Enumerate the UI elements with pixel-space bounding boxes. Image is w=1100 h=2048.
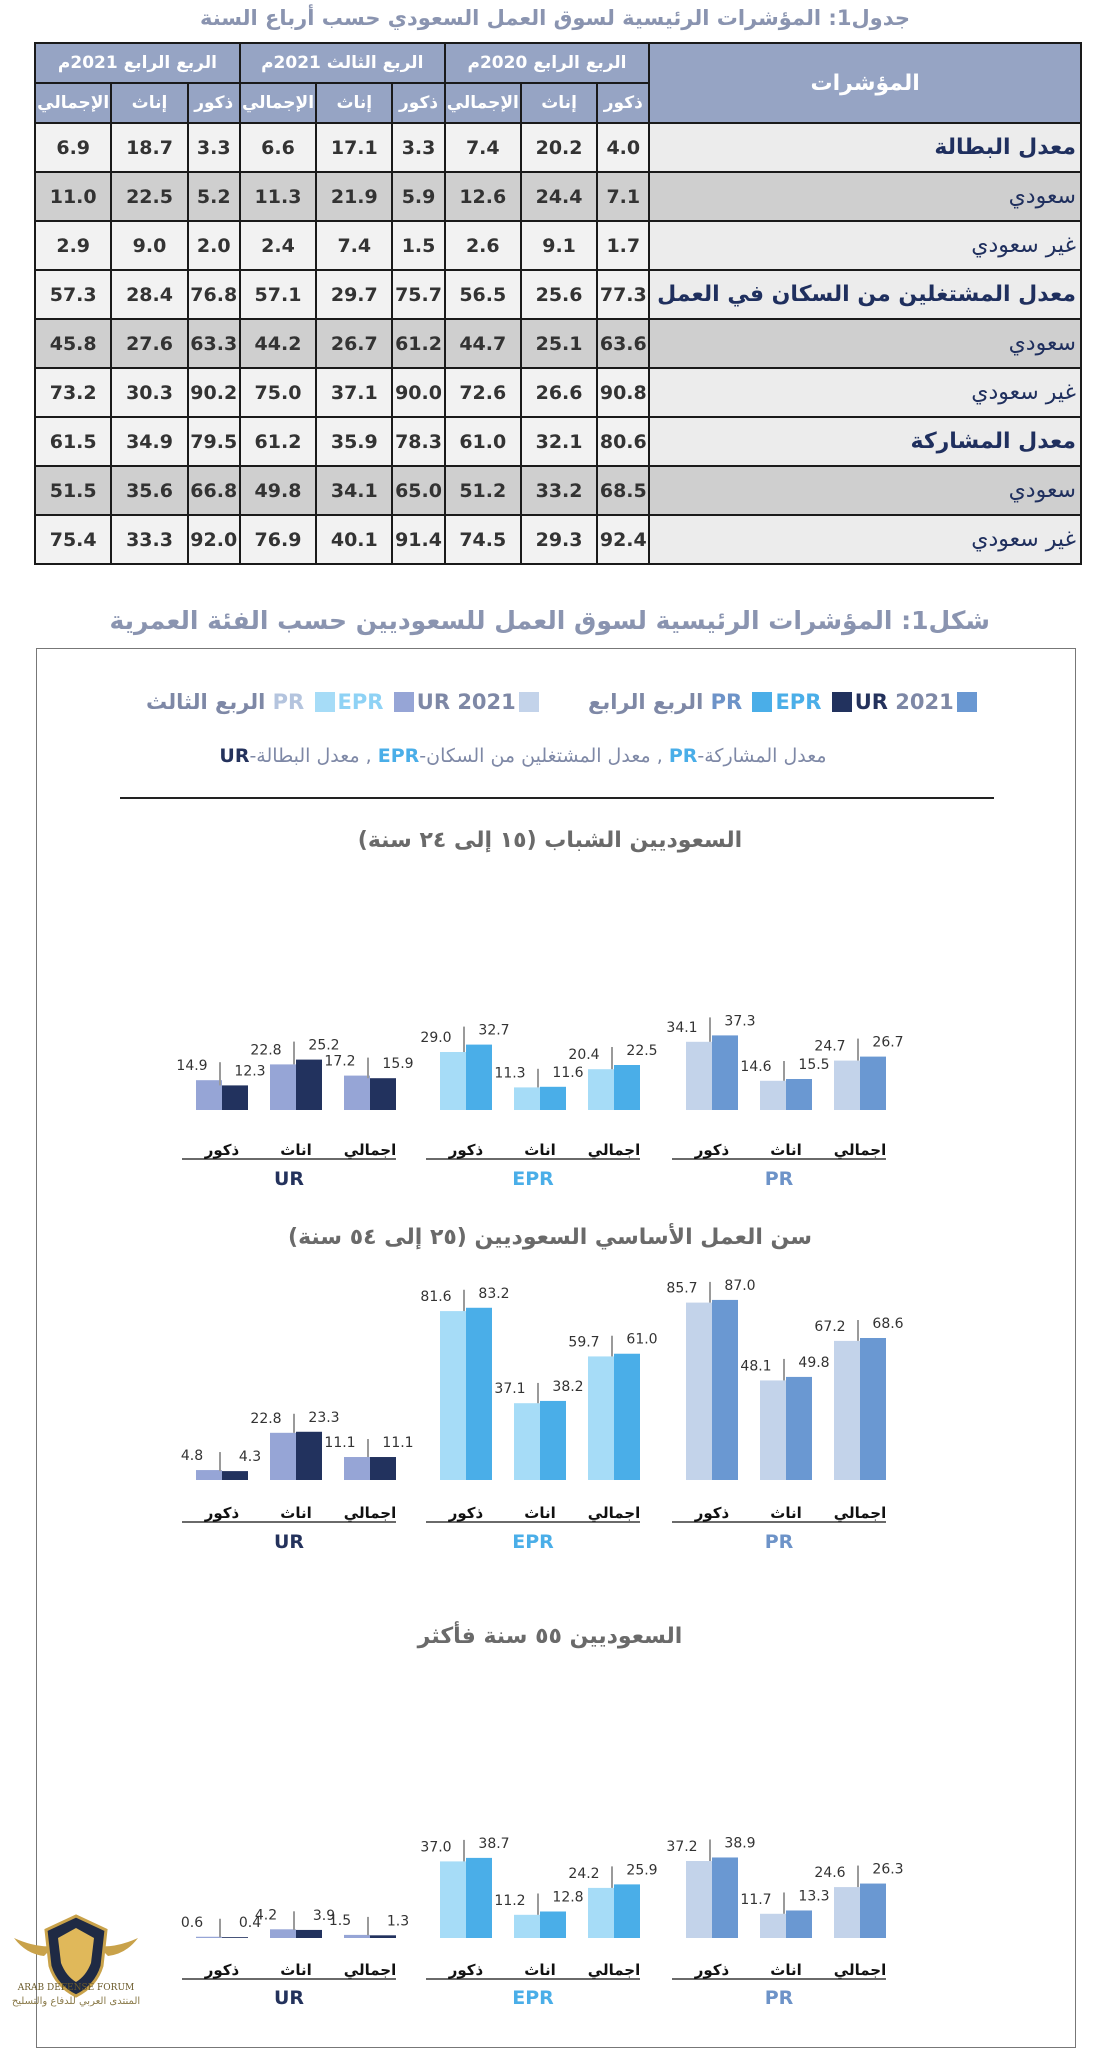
value-label-q4: 4.3	[238, 1449, 262, 1466]
value-label-q4: 26.3	[872, 1861, 904, 1878]
value-label-q4: 13.3	[798, 1888, 830, 1905]
table-cell: 92.4	[597, 515, 649, 564]
value-label-q3: 22.8	[250, 1042, 282, 1059]
value-label-q3: 85.7	[666, 1280, 698, 1297]
table-cell: 3.3	[188, 123, 240, 172]
table-cell: 61.5	[35, 417, 111, 466]
table-cell: 35.9	[316, 417, 392, 466]
table-cell: 78.3	[392, 417, 444, 466]
bar-q4	[222, 1471, 248, 1480]
value-label-q3: 11.3	[494, 1065, 526, 1082]
table-cell: 40.1	[316, 515, 392, 564]
bar-q3	[344, 1076, 370, 1110]
subcol-header: الإجمالي	[35, 83, 111, 123]
bar-q4	[712, 1857, 738, 1938]
value-label-q3: 24.2	[568, 1865, 600, 1882]
row-label: غير سعودي	[649, 221, 1081, 270]
table-cell: 2.0	[188, 221, 240, 270]
value-label-q3: 59.7	[568, 1334, 600, 1351]
value-label-q4: 1.3	[386, 1913, 410, 1930]
value-label-q3: 37.2	[666, 1838, 698, 1855]
bar-q4	[786, 1377, 812, 1480]
group-label-epr: EPR	[512, 1531, 554, 1553]
table-cell: 18.7	[111, 123, 187, 172]
table-cell: 7.4	[316, 221, 392, 270]
table-cell: 2.4	[240, 221, 316, 270]
bar-q3	[760, 1380, 786, 1480]
bar-q4	[222, 1085, 248, 1110]
bar-q4	[296, 1432, 322, 1480]
table-cell: 63.3	[188, 319, 240, 368]
table-cell: 51.5	[35, 466, 111, 515]
category-label: اجمالي	[343, 1141, 397, 1159]
abbr-pr: PR	[668, 745, 698, 767]
table-cell: 68.5	[597, 466, 649, 515]
period-header: الربع الرابع 2021م	[35, 43, 240, 83]
value-label-q4: 12.3	[234, 1063, 266, 1080]
table-cell: 1.7	[597, 221, 649, 270]
table-cell: 90.2	[188, 368, 240, 417]
bar-q3	[270, 1433, 296, 1480]
value-label-q4: 25.2	[308, 1037, 340, 1054]
bar-q3	[344, 1457, 370, 1480]
bar-q4	[860, 1884, 886, 1938]
legend-label-epr: EPR	[337, 690, 384, 714]
category-label: اجمالي	[833, 1504, 887, 1522]
panel-title-core: سن العمل الأساسي السعوديين (٢٥ إلى ٥٤ سنة)	[288, 1225, 812, 1250]
period-header: الربع الرابع 2020م	[445, 43, 650, 83]
row-label: سعودي	[649, 466, 1081, 515]
table-cell: 9.0	[111, 221, 187, 270]
category-label: اجمالي	[587, 1504, 641, 1522]
bar-q4	[614, 1354, 640, 1480]
table-cell: 51.2	[445, 466, 521, 515]
category-label: ذكور	[448, 1141, 484, 1159]
table-cell: 56.5	[445, 270, 521, 319]
bar-q4	[370, 1935, 396, 1938]
table-cell: 33.2	[521, 466, 597, 515]
value-label-q3: 81.6	[420, 1289, 452, 1306]
bar-q4	[466, 1858, 492, 1938]
value-label-q3: 37.0	[420, 1839, 452, 1856]
table-cell: 21.9	[316, 172, 392, 221]
bar-q4	[222, 1937, 248, 1938]
legend-label-pr: PR	[710, 690, 743, 714]
value-label-q4: 22.5	[626, 1043, 658, 1059]
bar-q3	[270, 1929, 296, 1938]
table-cell: 28.4	[111, 270, 187, 319]
table-cell: 33.3	[111, 515, 187, 564]
table-cell: 17.1	[316, 123, 392, 172]
abbr-epr: EPR	[377, 745, 420, 767]
row-label: معدل البطالة	[649, 123, 1081, 172]
bar-q3	[514, 1915, 540, 1938]
table-cell: 44.7	[445, 319, 521, 368]
bar-q4	[786, 1079, 812, 1110]
value-label-q3: 14.6	[740, 1058, 772, 1075]
table-cell: 76.8	[188, 270, 240, 319]
value-label-q4: 38.9	[724, 1835, 756, 1852]
value-label-q4: 11.1	[382, 1435, 414, 1452]
value-label-q3: 1.5	[328, 1912, 352, 1929]
table-cell: 79.5	[188, 417, 240, 466]
group-label-ur: UR	[273, 1531, 305, 1553]
bar-q4	[712, 1035, 738, 1110]
abbr-epr-text: معدل المشتغلين من السكان-	[419, 745, 651, 767]
table-cell: 76.9	[240, 515, 316, 564]
legend-text-q4: 2021 الربع الرابع	[588, 690, 954, 714]
table-cell: 22.5	[111, 172, 187, 221]
bar-q4	[540, 1087, 566, 1110]
value-label-q4: 38.2	[552, 1378, 584, 1395]
bar-q3	[514, 1403, 540, 1480]
subcol-header: ذكور	[392, 83, 444, 123]
table-cell: 61.2	[240, 417, 316, 466]
category-label: ذكور	[694, 1141, 730, 1159]
bar-q3	[196, 1470, 222, 1480]
logo-text-ar: المنتدى العربي للدفاع والتسليح	[11, 1996, 141, 2007]
table-cell: 74.5	[445, 515, 521, 564]
category-label: اناث	[524, 1141, 556, 1159]
value-label-q3: 11.7	[740, 1891, 772, 1908]
value-label-q4: 38.7	[478, 1835, 510, 1852]
category-label: اناث	[280, 1961, 312, 1979]
value-label-q3: 11.2	[494, 1892, 526, 1909]
value-label-q4: 15.9	[382, 1056, 414, 1073]
row-label: غير سعودي	[649, 515, 1081, 564]
row-label: سعودي	[649, 172, 1081, 221]
table-cell: 20.2	[521, 123, 597, 172]
category-label: ذكور	[448, 1504, 484, 1522]
group-label-ur: UR	[273, 1987, 305, 2009]
table-cell: 91.4	[392, 515, 444, 564]
category-label: ذكور	[448, 1961, 484, 1979]
category-label: اجمالي	[587, 1141, 641, 1159]
bar-q3	[686, 1303, 712, 1480]
value-label-q4: 15.5	[798, 1057, 830, 1073]
value-label-q4: 49.8	[798, 1354, 830, 1371]
table-cell: 44.2	[240, 319, 316, 368]
table-cell: 11.3	[240, 172, 316, 221]
category-label: ذكور	[204, 1141, 240, 1159]
category-label: ذكور	[694, 1504, 730, 1522]
panel-title-youth: السعوديين الشباب (١٥ إلى ٢٤ سنة)	[357, 828, 743, 853]
table-cell: 6.9	[35, 123, 111, 172]
category-label: اجمالي	[833, 1961, 887, 1979]
category-label: اناث	[524, 1961, 556, 1979]
bar-q4	[466, 1308, 492, 1480]
table-cell: 25.6	[521, 270, 597, 319]
category-label: اناث	[280, 1141, 312, 1159]
legend-label-pr: PR	[272, 690, 305, 714]
table-cell: 26.7	[316, 319, 392, 368]
value-label-q3: 22.8	[250, 1410, 282, 1427]
value-label-q4: 61.0	[626, 1331, 658, 1348]
category-label: اناث	[524, 1504, 556, 1522]
bar-q4	[540, 1912, 566, 1938]
table-cell: 75.4	[35, 515, 111, 564]
subcol-header: الإجمالي	[240, 83, 316, 123]
period-header: الربع الثالث 2021م	[240, 43, 445, 83]
legend-text-q3: 2021 الربع الثالث	[146, 690, 516, 714]
bar-q4	[860, 1338, 886, 1480]
table-cell: 32.1	[521, 417, 597, 466]
table-cell: 61.2	[392, 319, 444, 368]
value-label-q4: 37.3	[724, 1013, 756, 1030]
table-cell: 80.6	[597, 417, 649, 466]
bar-q4	[296, 1060, 322, 1110]
bar-q3	[196, 1937, 222, 1938]
value-label-q4: 0.4	[238, 1915, 262, 1932]
value-label-q4: 11.6	[552, 1064, 584, 1081]
row-label: سعودي	[649, 319, 1081, 368]
legend-label-ur: UR	[854, 690, 888, 714]
table-cell: 45.8	[35, 319, 111, 368]
bar-q3	[760, 1081, 786, 1110]
bar-q3	[588, 1356, 614, 1480]
subcol-header: إناث	[111, 83, 187, 123]
value-label-q3: 24.6	[814, 1865, 846, 1882]
value-label-q3: 17.2	[324, 1053, 356, 1070]
table-cell: 73.2	[35, 368, 111, 417]
table-cell: 3.3	[392, 123, 444, 172]
abbreviations-line: معدل المشاركة-PR , معدل المشتغلين من السكان-EPR , معدل البطالة-UR	[219, 745, 827, 767]
abbr-pr-text: معدل المشاركة-	[697, 745, 827, 767]
table-cell: 49.8	[240, 466, 316, 515]
value-label-q4: 23.3	[308, 1409, 340, 1426]
bar-q3	[834, 1887, 860, 1938]
table-cell: 75.7	[392, 270, 444, 319]
table-cell: 6.6	[240, 123, 316, 172]
category-label: اجمالي	[343, 1961, 397, 1979]
category-label: اناث	[770, 1504, 802, 1522]
value-label-q3: 29.0	[420, 1030, 452, 1046]
row-label: معدل المشتغلين من السكان في العمل	[649, 270, 1081, 319]
table-cell: 27.6	[111, 319, 187, 368]
value-label-q4: 26.7	[872, 1034, 904, 1051]
table-cell: 63.6	[597, 319, 649, 368]
bar-q3	[270, 1064, 296, 1110]
legend-label-ur: UR	[416, 690, 450, 714]
value-label-q3: 37.1	[494, 1381, 526, 1398]
bar-q3	[196, 1080, 222, 1110]
bar-q3	[834, 1061, 860, 1110]
table-cell: 57.3	[35, 270, 111, 319]
category-label: اناث	[770, 1141, 802, 1159]
table-cell: 66.8	[188, 466, 240, 515]
value-label-q3: 48.1	[740, 1358, 772, 1375]
bar-q3	[514, 1087, 540, 1110]
group-label-epr: EPR	[512, 1987, 554, 2009]
table-cell: 4.0	[597, 123, 649, 172]
group-label-pr: PR	[764, 1987, 794, 2009]
value-label-q4: 25.9	[626, 1862, 658, 1879]
table-cell: 61.0	[445, 417, 521, 466]
table-cell: 9.1	[521, 221, 597, 270]
group-label-epr: EPR	[512, 1168, 554, 1190]
value-label-q3: 0.6	[180, 1914, 204, 1931]
indicators-header: المؤشرات	[649, 43, 1081, 123]
bar-q4	[370, 1078, 396, 1110]
category-label: اجمالي	[833, 1141, 887, 1159]
bar-q4	[370, 1457, 396, 1480]
bar-q3	[588, 1069, 614, 1110]
category-label: ذكور	[694, 1961, 730, 1979]
table-cell: 1.5	[392, 221, 444, 270]
bar-q3	[588, 1888, 614, 1938]
bar-q3	[440, 1861, 466, 1938]
table-cell: 2.6	[445, 221, 521, 270]
table-cell: 5.2	[188, 172, 240, 221]
category-label: اناث	[280, 1504, 312, 1522]
table-cell: 7.4	[445, 123, 521, 172]
subcol-header: الإجمالي	[445, 83, 521, 123]
bar-q3	[440, 1311, 466, 1480]
table-cell: 26.6	[521, 368, 597, 417]
value-label-q4: 87.0	[724, 1277, 756, 1294]
bar-q3	[440, 1052, 466, 1110]
table-cell: 2.9	[35, 221, 111, 270]
logo-text-en: ARAB DEFENSE FORUM	[17, 1983, 135, 1993]
table-cell: 72.6	[445, 368, 521, 417]
table-cell: 5.9	[392, 172, 444, 221]
bar-q4	[540, 1401, 566, 1480]
legend-label-epr: EPR	[775, 690, 822, 714]
table-cell: 77.3	[597, 270, 649, 319]
abbr-ur-text: معدل البطالة-	[249, 745, 360, 767]
subcol-header: ذكور	[188, 83, 240, 123]
group-label-ur: UR	[273, 1168, 305, 1190]
bar-q4	[614, 1884, 640, 1938]
bar-q3	[686, 1861, 712, 1938]
category-label: اناث	[770, 1961, 802, 1979]
subcol-header: إناث	[521, 83, 597, 123]
category-label: ذكور	[204, 1961, 240, 1979]
value-label-q4: 32.7	[478, 1022, 510, 1039]
bar-q4	[860, 1057, 886, 1110]
bar-q3	[344, 1935, 370, 1938]
table-cell: 35.6	[111, 466, 187, 515]
value-label-q3: 24.7	[814, 1038, 846, 1055]
table-cell: 12.6	[445, 172, 521, 221]
table-cell: 92.0	[188, 515, 240, 564]
value-label-q3: 11.1	[324, 1435, 356, 1452]
value-label-q3: 20.4	[568, 1047, 600, 1064]
table-cell: 7.1	[597, 172, 649, 221]
table-cell: 37.1	[316, 368, 392, 417]
table-cell: 90.8	[597, 368, 649, 417]
table-cell: 24.4	[521, 172, 597, 221]
value-label-q3: 4.2	[254, 1907, 278, 1924]
category-label: ذكور	[204, 1504, 240, 1522]
table-cell: 75.0	[240, 368, 316, 417]
bar-q4	[466, 1045, 492, 1110]
row-label: غير سعودي	[649, 368, 1081, 417]
panel-title-older: السعوديين ٥٥ سنة فأكثر	[417, 1624, 683, 1649]
row-label: معدل المشاركة	[649, 417, 1081, 466]
table-cell: 65.0	[392, 466, 444, 515]
value-label-q3: 34.1	[666, 1019, 698, 1036]
value-label-q4: 68.6	[872, 1315, 904, 1332]
value-label-q4: 12.8	[552, 1889, 584, 1906]
value-label-q3: 4.8	[180, 1448, 204, 1465]
table-cell: 29.3	[521, 515, 597, 564]
table-cell: 57.1	[240, 270, 316, 319]
figure-title: شكل1: المؤشرات الرئيسية لسوق العمل للسعوديين حسب الفئة العمرية	[109, 606, 990, 635]
value-label-q3: 67.2	[814, 1318, 846, 1335]
subcol-header: ذكور	[597, 83, 649, 123]
table-cell: 34.9	[111, 417, 187, 466]
bar-q3	[686, 1042, 712, 1110]
bar-q4	[712, 1300, 738, 1480]
value-label-q4: 3.9	[312, 1907, 336, 1924]
bar-q3	[834, 1341, 860, 1480]
table-cell: 90.0	[392, 368, 444, 417]
bar-q3	[760, 1914, 786, 1938]
table-cell: 25.1	[521, 319, 597, 368]
category-label: اجمالي	[343, 1504, 397, 1522]
group-label-pr: PR	[764, 1168, 794, 1190]
table-cell: 29.7	[316, 270, 392, 319]
value-label-q3: 14.9	[176, 1058, 208, 1075]
bar-q4	[296, 1930, 322, 1938]
group-label-pr: PR	[764, 1531, 794, 1553]
value-label-q4: 83.2	[478, 1285, 510, 1302]
table-cell: 30.3	[111, 368, 187, 417]
abbr-ur: UR	[219, 745, 250, 767]
bar-q4	[786, 1910, 812, 1938]
table-cell: 11.0	[35, 172, 111, 221]
subcol-header: إناث	[316, 83, 392, 123]
bar-q4	[614, 1065, 640, 1110]
table-title: جدول1: المؤشرات الرئيسية لسوق العمل السعودي حسب أرباع السنة	[199, 6, 910, 30]
category-label: اجمالي	[587, 1961, 641, 1979]
table-cell: 34.1	[316, 466, 392, 515]
